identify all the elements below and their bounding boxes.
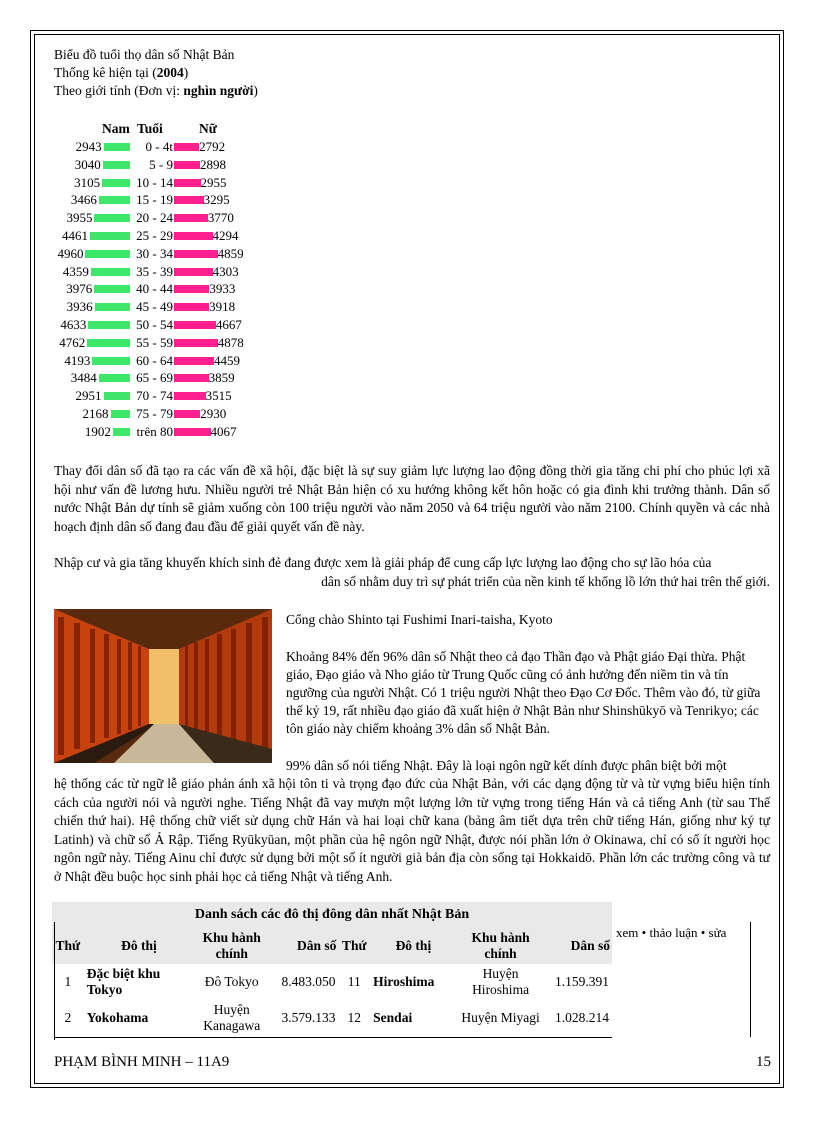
female-value: 4878 <box>217 334 244 350</box>
pyramid-row <box>0 157 816 173</box>
age-label: 50 - 54 <box>136 317 173 332</box>
male-bar <box>88 321 130 329</box>
male-value: 3484 <box>70 370 97 386</box>
talk-link[interactable]: thảo luận <box>649 925 698 940</box>
female-value: 2898 <box>200 156 227 172</box>
age-label: 20 - 24 <box>136 210 173 226</box>
city-link[interactable]: Hiroshima <box>373 974 435 989</box>
age-label: 60 - 64 <box>136 352 173 368</box>
navbox-separator: • <box>641 925 647 940</box>
cities-table <box>52 902 612 1036</box>
col-population: Dân số <box>269 928 338 964</box>
male-value: 4461 <box>61 228 88 243</box>
male-value: 1902 <box>84 423 111 439</box>
male-bar <box>99 374 130 382</box>
female-value: 3770 <box>207 210 234 226</box>
female-value: 3295 <box>203 192 230 208</box>
male-header: Nam <box>102 121 130 136</box>
female-bar <box>174 428 211 436</box>
male-bar <box>92 357 130 365</box>
age-label: 65 - 69 <box>136 370 173 386</box>
city-link[interactable]: Yokohama <box>86 1010 149 1025</box>
col-city: Đô thị <box>84 928 194 964</box>
male-bar <box>113 428 130 436</box>
male-value: 4960 <box>57 245 84 261</box>
pyramid-row <box>0 353 816 369</box>
male-value: 2951 <box>75 388 102 404</box>
female-bar <box>174 268 213 276</box>
age-label: 35 - 39 <box>136 263 173 279</box>
male-bar <box>99 196 130 204</box>
female-value: 2930 <box>200 406 227 421</box>
male-bar <box>90 232 130 240</box>
female-value: 2792 <box>199 139 226 154</box>
pyramid-row <box>0 264 816 280</box>
col-rank: Thứ <box>52 928 84 964</box>
female-value: 3918 <box>209 299 236 315</box>
female-bar <box>174 392 206 400</box>
female-bar <box>174 357 214 365</box>
paragraph-language-first-line: 99% dân số nói tiếng Nhật. Đây là loại ngôn ngữ kết dính được phân biệt bởi một <box>286 758 727 773</box>
torii-gate-photo <box>54 609 272 763</box>
paragraph-religion: Khoảng 84% đến 96% dân số Nhật theo cả đạo Thần đạo và Phật giáo Đại thừa. Phật giáo, Đạo giáo và Nho giáo từ Trung Quốc cũng có ảnh hưởng đến niềm tin và tín ngưỡng của người Nhật. Có 1 triệu người Nhật theo Đạo Cơ Đốc. Thêm vào đó, từ giữa thế kỷ 19, rất nhiều đạo giáo đã xuất hiện ở Nhật Bản như Shinshūkyō và Tenrikyo; các tôn giáo này chiếm khoảng 3% dân số Nhật Bản. <box>286 649 761 736</box>
female-header: Nữ <box>199 121 217 136</box>
paragraph-immigration-line1: Nhập cư và gia tăng khuyến khích sinh đẻ đang được xem là giải pháp để cung cấp lực lượng lao động cho sự lão hóa của <box>54 555 712 570</box>
cities-table-header <box>52 928 612 964</box>
male-value: 4359 <box>62 263 89 279</box>
pyramid-row <box>0 246 816 262</box>
male-value: 3105 <box>74 174 101 190</box>
paragraph-population-change: Thay đổi dân số đã tạo ra các vấn đề xã hội, đặc biệt là sự suy giảm lực lượng lao động đồng thời gia tăng chi phí cho phúc lợi xã hội như vấn đề lương hưu. Nhiều người trẻ Nhật Bản hiện có xu hướng không kết hôn hoặc có gia đình khi trưởng thành. Dân số nước Nhật Bản dự tính sẽ giảm xuống còn 100 triệu người vào năm 2050 và 64 triệu người vào năm 2100. Chính quyền và các nhà hoạch định dân số đang đau đầu để giải quyết vấn đề này. <box>54 463 770 534</box>
col-population-2: Dân số <box>545 928 612 964</box>
male-bar <box>102 179 130 187</box>
female-value: 4294 <box>212 228 239 243</box>
city-link[interactable]: Sendai <box>373 1010 413 1025</box>
male-bar <box>103 161 130 169</box>
male-bar <box>104 143 130 151</box>
chart-heading <box>54 46 258 100</box>
navbox-right-border <box>750 922 751 1037</box>
age-label: trên 80 <box>136 423 173 439</box>
table-row: 2 Yokohama Huyện Kanagawa 3.579.133 12 Sendai Huyện Miyagi 1.028.214 <box>52 1000 612 1036</box>
age-label: 40 - 44 <box>136 281 173 297</box>
age-label: 70 - 74 <box>136 388 173 404</box>
chart-title: Biểu đồ tuổi thọ dân số Nhật Bản <box>54 47 235 62</box>
pyramid-row <box>0 228 816 244</box>
female-value: 3933 <box>209 281 236 297</box>
female-value: 4459 <box>214 352 241 368</box>
female-bar <box>174 374 209 382</box>
male-value: 3955 <box>66 210 93 226</box>
male-bar <box>95 303 130 311</box>
chart-stat-line: Thống kê hiện tại (2004) <box>54 65 189 80</box>
female-bar <box>174 143 199 151</box>
female-bar <box>174 303 209 311</box>
table-bottom-border <box>54 1037 612 1038</box>
edit-link[interactable]: sửa <box>708 925 727 940</box>
age-label: 75 - 79 <box>136 406 173 421</box>
male-value: 4193 <box>64 352 91 368</box>
male-value: 3040 <box>74 156 101 172</box>
male-value: 3976 <box>66 281 93 297</box>
col-city-2: Đô thị <box>370 928 456 964</box>
table-left-border <box>54 922 55 1040</box>
view-link[interactable]: xem <box>616 925 639 940</box>
male-value: 2168 <box>82 406 109 421</box>
pyramid-row <box>0 317 816 333</box>
cities-table-caption: Danh sách các đô thị đông dân nhất Nhật Bản <box>52 902 612 928</box>
male-value: 2943 <box>75 139 102 154</box>
male-value: 3466 <box>70 192 97 208</box>
male-bar <box>94 214 130 222</box>
pyramid-row <box>0 192 816 208</box>
age-label: 10 - 14 <box>136 174 173 190</box>
pyramid-row <box>0 299 816 315</box>
age-header: Tuổi <box>137 121 163 136</box>
age-label: 25 - 29 <box>136 228 173 243</box>
age-label: 15 - 19 <box>136 192 173 208</box>
paragraph-immigration-line2: dân số nhằm duy trì sự phát triển của nền kinh tế khổng lồ lớn thứ hai trên thế giới. <box>321 573 770 589</box>
female-bar <box>174 339 218 347</box>
col-district-2: Khu hành chính <box>457 928 545 964</box>
female-bar <box>174 285 209 293</box>
female-bar <box>174 214 208 222</box>
female-value: 4667 <box>215 317 242 332</box>
table-row: 1 Đặc biệt khu Tokyo Đô Tokyo 8.483.050 11 Hiroshima Huyện Hiroshima 1.159.391 <box>52 964 612 1000</box>
female-value: 3859 <box>208 370 235 386</box>
age-label: 55 - 59 <box>136 334 173 350</box>
age-label: 45 - 49 <box>136 299 173 315</box>
male-bar <box>111 410 130 418</box>
pyramid-row <box>0 281 816 297</box>
footer-author: PHẠM BÌNH MINH – 11A9 <box>54 1054 230 1070</box>
pyramid-row <box>0 335 816 351</box>
col-district: Khu hành chính <box>194 928 269 964</box>
photo-caption: Cổng chào Shinto tại Fushimi Inari-taisha, Kyoto <box>286 612 553 627</box>
female-value: 3515 <box>205 388 232 404</box>
female-bar <box>174 410 200 418</box>
female-bar <box>174 232 213 240</box>
male-value: 4633 <box>60 317 87 332</box>
male-bar <box>91 268 130 276</box>
page-number: 15 <box>756 1054 771 1070</box>
paragraph-immigration <box>54 554 770 591</box>
navbox-separator: • <box>700 925 706 940</box>
navbox-links <box>616 925 726 941</box>
male-bar <box>104 392 130 400</box>
female-value: 4859 <box>217 245 244 261</box>
pyramid-row <box>0 406 816 422</box>
female-value: 4303 <box>212 263 239 279</box>
female-bar <box>174 196 204 204</box>
chart-unit-line: Theo giới tính (Đơn vị: nghìn người) <box>54 83 258 98</box>
male-bar <box>85 250 130 258</box>
female-value: 4067 <box>210 423 237 439</box>
female-bar <box>174 250 218 258</box>
age-label: 0 - 4t <box>145 139 173 154</box>
female-bar <box>174 161 200 169</box>
female-value: 2955 <box>200 174 227 190</box>
age-label: 30 - 34 <box>136 245 173 261</box>
city-link[interactable]: Đặc biệt khu Tokyo <box>86 966 161 997</box>
male-bar <box>94 285 130 293</box>
male-bar <box>87 339 130 347</box>
col-rank-2: Thứ <box>338 928 370 964</box>
pyramid-row <box>0 210 816 226</box>
pyramid-row <box>0 175 816 191</box>
male-value: 3936 <box>66 299 93 315</box>
pyramid-row <box>0 424 816 440</box>
female-bar <box>174 321 216 329</box>
male-value: 4762 <box>59 334 86 350</box>
paragraph-language: hệ thống các từ ngữ lễ giáo phản ánh xã hội tôn ti và trọng đạo đức của Nhật Bản, với các dạng động từ và từ vựng biểu hiện tính cách của người nói và người nghe. Tiếng Nhật đã vay mượn một lượng lớn từ vựng trong tiếng Hán và cả tiếng Anh (từ sau Thế chiến thứ hai). Hệ thống chữ viết sử dụng chữ Hán và hai loại chữ kana (bảng âm tiết dựa trên chữ tiếng Hán, giống như ký tự Latinh) và chữ số Ả Rập. Tiếng Ryūkyūan, một phần của hệ ngôn ngữ Nhật, được nói phần lớn ở Okinawa, chỉ có số ít người học ngôn ngữ này. Tiếng Ainu chỉ được sử dụng bởi một số ít người già bản địa còn sống tại Hokkaidō. Phần lớn các trường công và tư ở Nhật đều buộc học sinh phải học cả tiếng Nhật và tiếng Anh. <box>54 776 770 884</box>
pyramid-row <box>0 139 816 155</box>
age-label: 5 - 9 <box>149 156 173 172</box>
female-bar <box>174 179 201 187</box>
pyramid-row <box>0 370 816 386</box>
pyramid-row <box>0 388 816 404</box>
